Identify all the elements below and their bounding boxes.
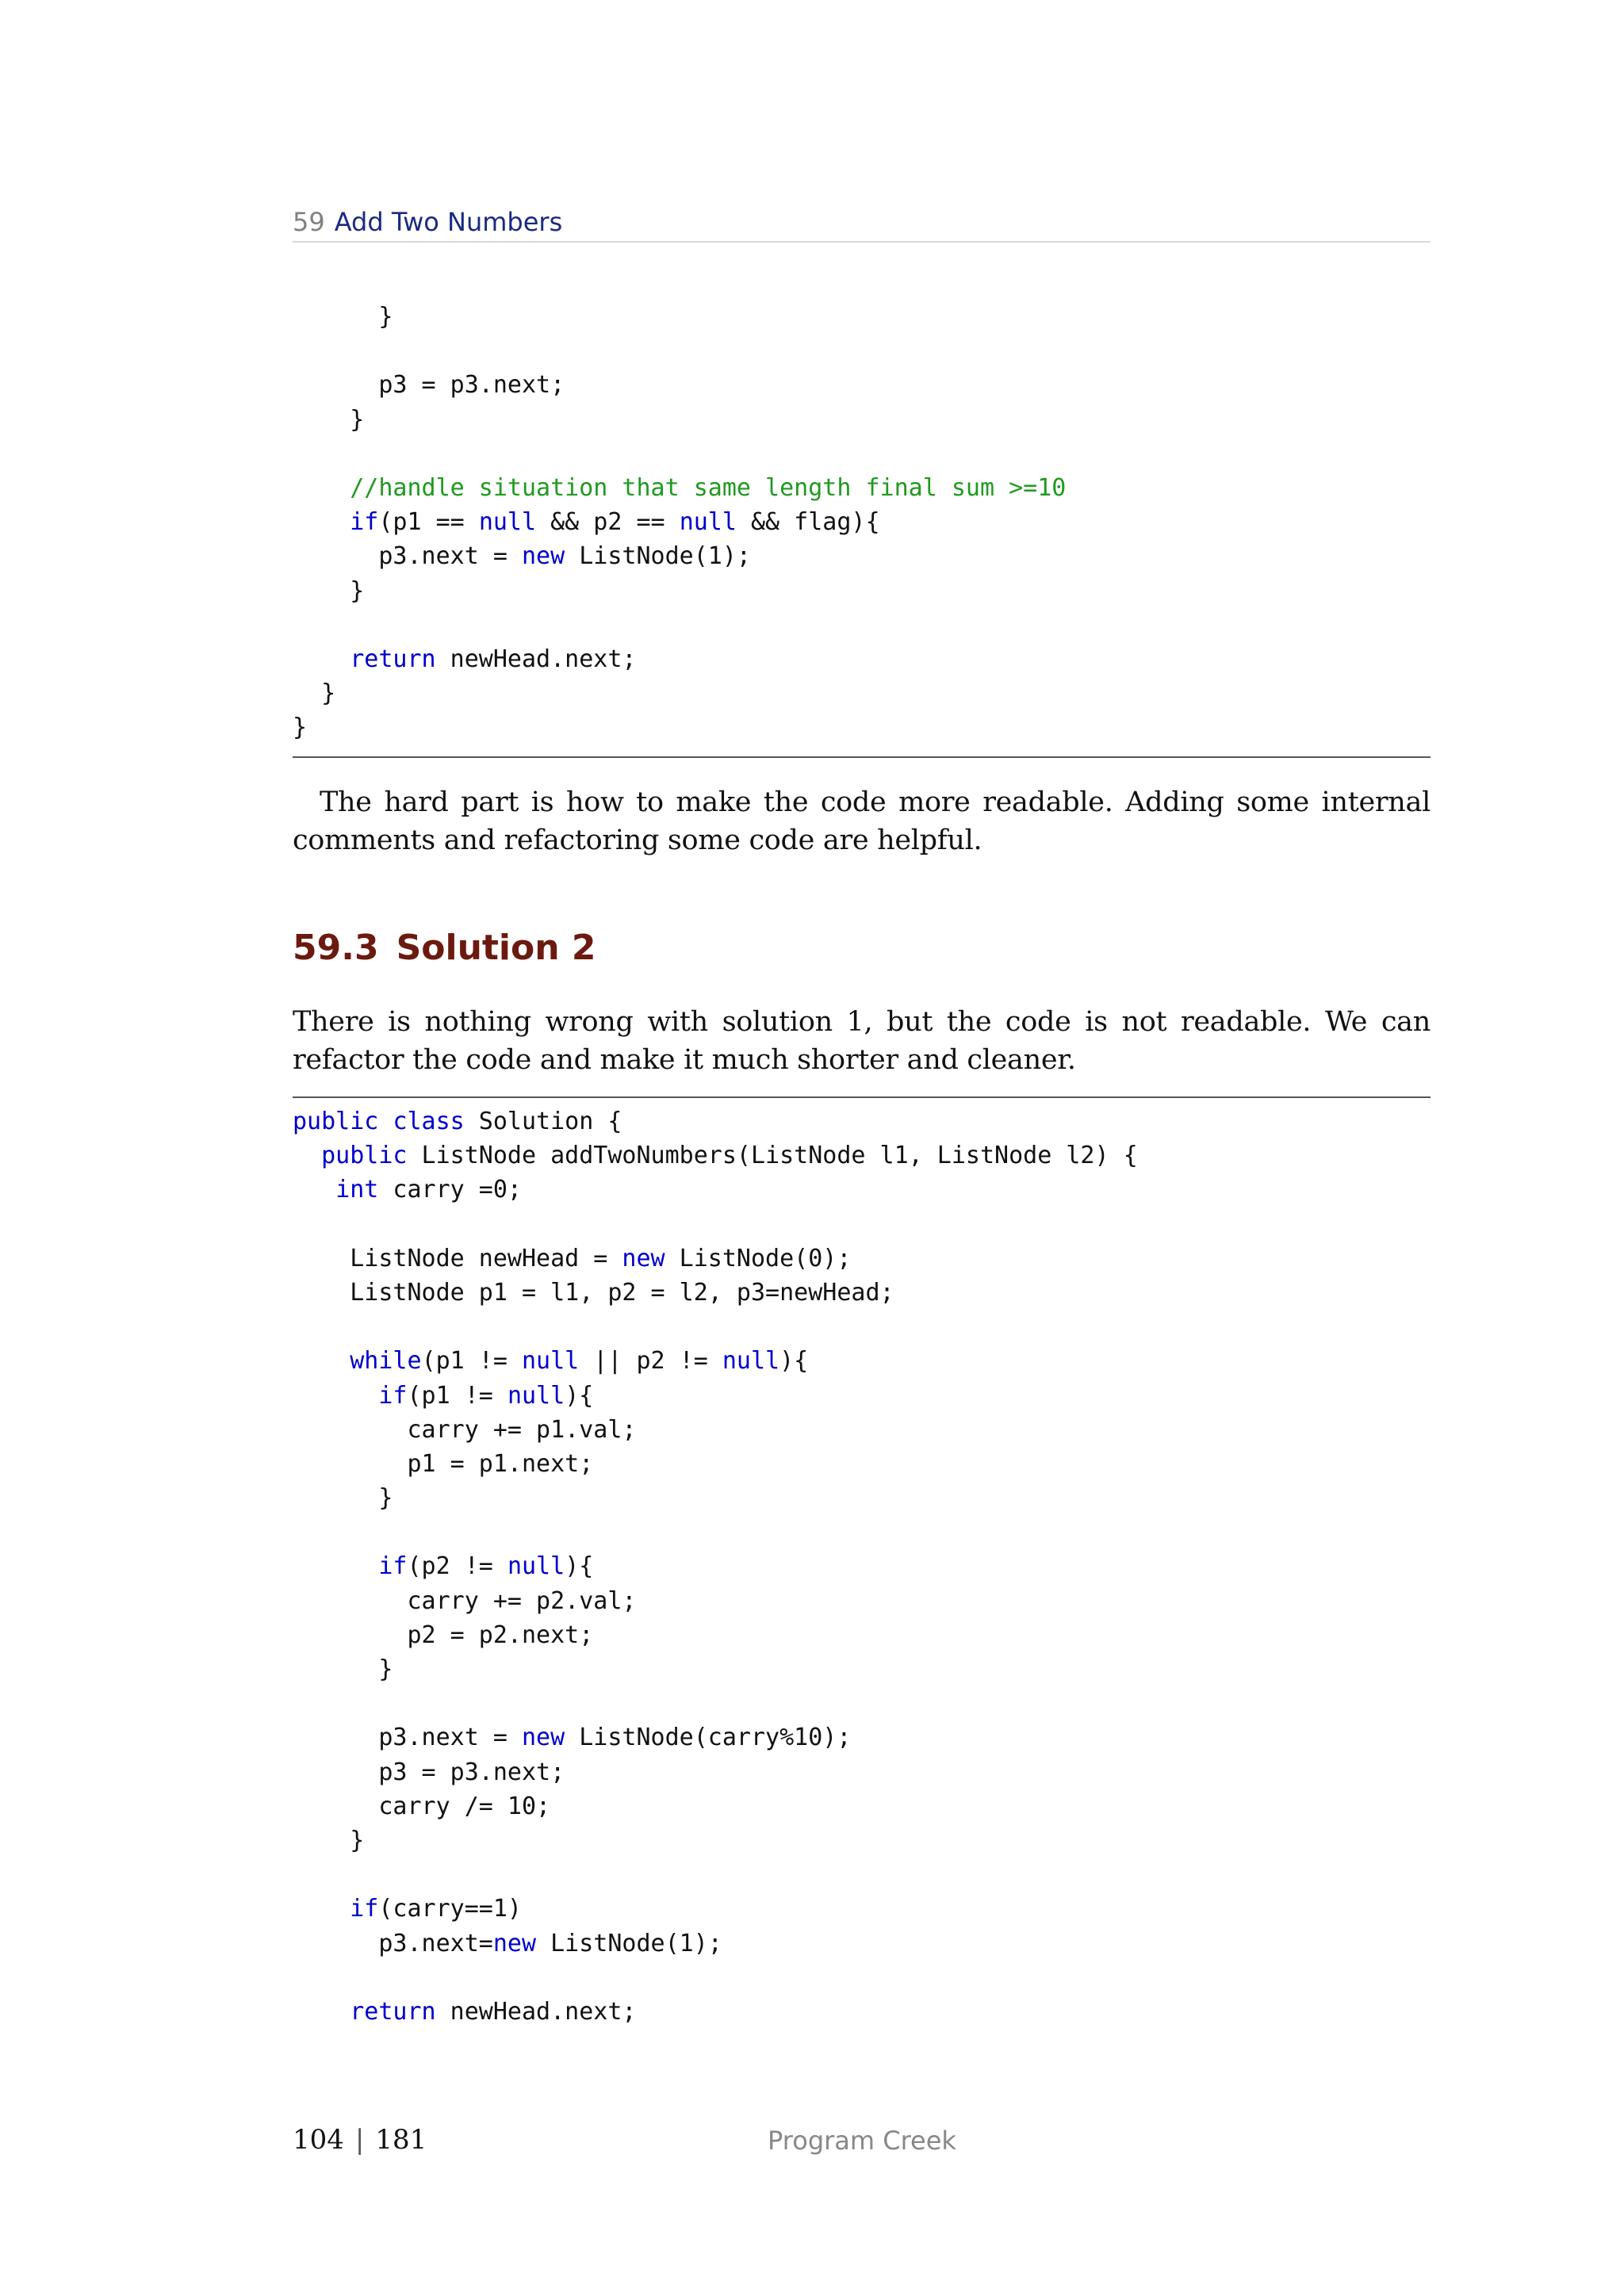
- code-text: }: [293, 405, 365, 434]
- code-line: [293, 574, 1431, 608]
- code-line: [293, 1207, 1431, 1242]
- code-line: [293, 471, 1431, 505]
- code-block-bottom-rule: [293, 756, 1431, 758]
- page-number: 104: [293, 2124, 344, 2156]
- code-text: }: [293, 1826, 365, 1854]
- code-keyword: return: [350, 1997, 436, 2026]
- code-line: [293, 437, 1431, 471]
- code-line: [293, 1720, 1431, 1755]
- code-line: [293, 368, 1431, 402]
- code-text: p3.next =: [293, 1724, 522, 1752]
- code-line: [293, 1686, 1431, 1720]
- code-text: || p2 !=: [579, 1347, 722, 1376]
- code-keyword: new: [492, 1929, 537, 1957]
- chapter-title: Add Two Numbers: [334, 207, 563, 237]
- code-text: carry /= 10;: [293, 1792, 551, 1820]
- code-text: (p1 !=: [407, 1381, 508, 1410]
- code-line: [293, 710, 1431, 744]
- code-text: ListNode(1);: [536, 1929, 722, 1957]
- code-text: [293, 1347, 350, 1375]
- code-line: [293, 1242, 1431, 1276]
- code-line: [293, 539, 1431, 573]
- section-number: 59.3: [293, 928, 379, 968]
- code-line: [293, 676, 1431, 710]
- code-keyword: if: [378, 1552, 408, 1581]
- code-text: p3.next =: [293, 542, 522, 571]
- code-text: [293, 1176, 335, 1203]
- code-text: [293, 1998, 350, 2026]
- code-text: [293, 1552, 378, 1580]
- paragraph-readability: The hard part is how to make the code more readable. Adding some internal comments and refactoring some code are helpful.: [293, 786, 1431, 856]
- code-text: carry += p1.val;: [293, 1415, 637, 1444]
- code-keyword: if: [350, 1895, 379, 1923]
- code-line: [293, 608, 1431, 642]
- code-keyword: public: [321, 1142, 408, 1170]
- code-line: [293, 1892, 1431, 1926]
- code-line: [293, 1481, 1431, 1515]
- code-line: [293, 1584, 1431, 1618]
- code-line: [293, 1823, 1431, 1858]
- code-keyword: null: [522, 1347, 580, 1376]
- code-keyword: if: [350, 508, 379, 537]
- code-line: [293, 1755, 1431, 1789]
- code-text: newHead.next;: [435, 1997, 637, 2026]
- code-line: [293, 505, 1431, 539]
- code-block-solution-2: [293, 1104, 1431, 2029]
- code-text: p3 = p3.next;: [293, 1758, 565, 1786]
- code-line: [293, 403, 1431, 437]
- section-heading: [293, 924, 596, 972]
- code-keyword: null: [507, 1552, 565, 1581]
- code-line: [293, 1276, 1431, 1310]
- code-text: ){: [565, 1552, 594, 1581]
- code-text: carry += p2.val;: [293, 1586, 637, 1615]
- code-line: [293, 1344, 1431, 1378]
- code-text: [293, 474, 350, 502]
- code-text: ListNode addTwoNumbers(ListNode l1, ListNode l2) {: [407, 1142, 1138, 1170]
- code-block-top: [293, 300, 1431, 744]
- code-text: ListNode(carry%10);: [565, 1724, 852, 1752]
- code-line: [293, 642, 1431, 676]
- code-text: Solution {: [464, 1108, 622, 1135]
- code-text: }: [293, 1484, 393, 1513]
- code-keyword: public: [293, 1108, 379, 1135]
- total-pages: 181: [375, 2124, 427, 2156]
- code-keyword: return: [350, 645, 436, 673]
- paragraph-solution-intro: There is nothing wrong with solution 1, but the code is not readable. We can refactor the code and make it much shorter and cleaner.: [293, 1006, 1431, 1076]
- code-text: [378, 1108, 393, 1135]
- code-keyword: while: [350, 1347, 422, 1376]
- code-line: [293, 334, 1431, 368]
- code-line: [293, 1104, 1431, 1138]
- code-text: }: [293, 1655, 393, 1683]
- code-keyword: new: [622, 1244, 665, 1272]
- code-line: [293, 1515, 1431, 1549]
- code-text: && flag){: [736, 508, 880, 537]
- code-line: [293, 300, 1431, 334]
- code-text: p1 = p1.next;: [293, 1449, 594, 1478]
- code-line: [293, 1995, 1431, 2029]
- code-line: [293, 1961, 1431, 1995]
- code-line: [293, 1173, 1431, 1207]
- code-text: p2 = p2.next;: [293, 1621, 594, 1649]
- code-line: [293, 1652, 1431, 1686]
- code-keyword: int: [335, 1176, 379, 1204]
- page-separator: |: [354, 2124, 365, 2156]
- chapter-number: 59: [293, 207, 325, 237]
- code-text: ListNode newHead =: [293, 1244, 622, 1272]
- code-keyword: null: [507, 1381, 565, 1410]
- code-comment: //handle situation that same length final sum >=10: [350, 473, 1067, 502]
- code-line: [293, 1927, 1431, 1961]
- code-text: newHead.next;: [435, 645, 637, 673]
- code-text: p3.next=: [293, 1929, 493, 1957]
- code-text: (p2 !=: [407, 1552, 508, 1581]
- code-text: ){: [565, 1381, 594, 1410]
- code-keyword: null: [478, 508, 537, 537]
- code-text: ListNode(0);: [665, 1244, 852, 1272]
- code-text: }: [293, 576, 365, 605]
- code-line: [293, 1858, 1431, 1892]
- section-title: Solution 2: [396, 928, 596, 968]
- running-header: [293, 205, 1431, 243]
- code-line: [293, 1310, 1431, 1344]
- code-text: ListNode p1 = l1, p2 = l2, p3=newHead;: [293, 1278, 894, 1307]
- code-text: }: [293, 679, 336, 708]
- code-text: (p1 !=: [421, 1347, 522, 1376]
- code-text: ){: [779, 1347, 809, 1376]
- code-text: && p2 ==: [536, 508, 680, 537]
- code-text: [293, 508, 350, 536]
- code-line: [293, 1549, 1431, 1583]
- code-text: (p1 ==: [378, 508, 479, 537]
- code-line: [293, 1379, 1431, 1413]
- code-text: }: [293, 303, 393, 331]
- code-line: [293, 1413, 1431, 1447]
- code-keyword: new: [521, 1724, 565, 1752]
- code-text: [293, 1895, 350, 1923]
- code-line: [293, 1618, 1431, 1652]
- code-text: (carry==1): [378, 1895, 522, 1923]
- code-text: carry =0;: [378, 1176, 522, 1204]
- code-text: [293, 645, 350, 673]
- code-line: [293, 1138, 1431, 1173]
- code-line: [293, 1447, 1431, 1481]
- code-block-top-rule: [293, 1096, 1431, 1098]
- code-text: }: [293, 714, 308, 742]
- code-text: [293, 1382, 378, 1410]
- code-keyword: class: [393, 1108, 465, 1135]
- code-text: ListNode(1);: [565, 542, 751, 571]
- footer-source: Program Creek: [768, 2126, 956, 2156]
- code-text: p3 = p3.next;: [293, 371, 565, 400]
- code-keyword: null: [722, 1347, 780, 1376]
- code-text: [293, 1142, 321, 1169]
- code-keyword: null: [679, 508, 737, 537]
- code-keyword: if: [378, 1381, 408, 1410]
- code-line: [293, 1789, 1431, 1823]
- code-keyword: new: [521, 542, 565, 571]
